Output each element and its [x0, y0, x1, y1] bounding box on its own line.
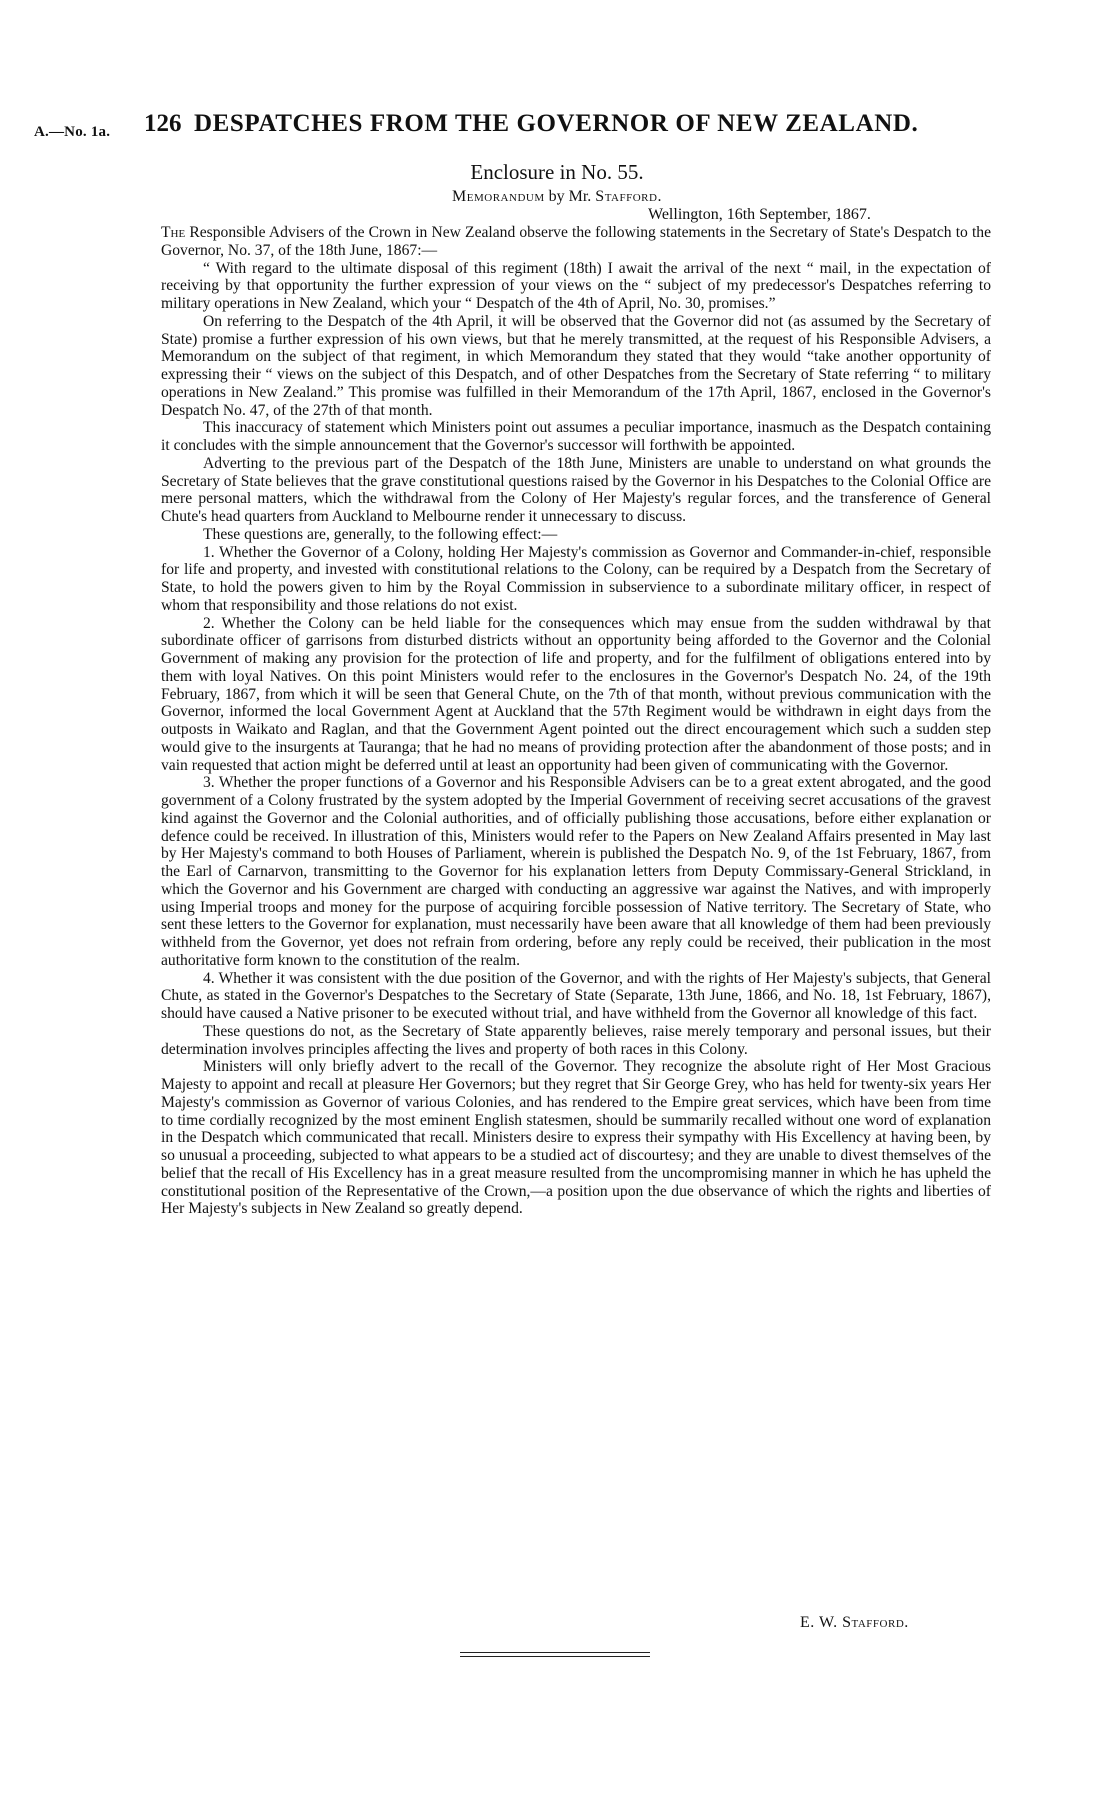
paragraph: Adverting to the previous part of the Despatch of the 18th June, Ministers are unable to understand on what grounds the Secretary of State believes that the grave constitutional questions raised by the Governor in his Despatches to the Colonial Office are mere personal matters, which the withdrawal from the Colony of Her Majesty's regular forces, and the transference of General Chute's head quarters from Auckland to Melbourne render it unnecessary to discuss.	[161, 454, 991, 525]
question-3: 3. Whether the proper functions of a Governor and his Responsible Advisers can be to a great extent abrogated, and the good government of a Colony frustrated by the system adopted by the Imperial Government of receiving secret accusations of the gravest kind against the Governor and the Colonial authorities, and of officially publishing those accusations, before either explanation or defence could be received. In illustration of this, Ministers would refer to the Papers on New Zealand Affairs presented in May last by Her Majesty's command to both Houses of Parliament, wherein is published the Despatch No. 9, of the 1st February, 1867, from the Earl of Carnarvon, transmitting to the Governor for his explanation letters from Deputy Commissary-General Strickland, in which the Governor and his Government are charged with conducting an aggressive war against the Natives, and with improperly using Imperial troops and money for the purpose of acquiring forcible possession of Native territory. The Secretary of State, who sent these letters to the Governor for explanation, must necessarily have been aware that all knowledge of them had been previously withheld from the Governor, yet does not refrain from ordering, before any reply could be received, their publication in the most authoritative form known to the constitution of the realm.	[161, 774, 991, 969]
paragraph: On referring to the Despatch of the 4th April, it will be observed that the Governor did not (as assumed by the Secretary of State) promise a further expression of his own views, but that he merely transmitted, at the request of his Responsible Advisers, a Memorandum on the subject of that regiment, in which Memorandum they stated that they would “take another opportunity of expressing their “ views on the subject of this Despatch, and of other Despatches from the Secretary of State referring “ to military operations in New Zealand.” This promise was fulfilled in their Memorandum of the 17th April, 1867, enclosed in the Governor's Despatch No. 47, of the 27th of that month.	[161, 312, 991, 419]
dateline: Wellington, 16th September, 1867.	[648, 206, 871, 223]
memorandum-heading	[0, 188, 1114, 206]
closing-rule	[460, 1652, 650, 1653]
paragraph: This inaccuracy of statement which Ministers point out assumes a peculiar importance, inasmuch as the Despatch containing it concludes with the simple announcement that the Governor's successor will forthwith be appointed.	[161, 419, 991, 454]
paragraph-text: Responsible Advisers of the Crown in New Zealand observe the following statements in the Secretary of State's Despatch to the Governor, No. 37, of the 18th June, 1867:—	[161, 224, 991, 259]
paragraph-quotation: “ With regard to the ultimate disposal of this regiment (18th) I await the arrival of the next “ mail, in the expectation of receiving by that opportunity the further expression of your views on the “ subject of my predecessor's Despatches referring to military operations in New Zealand, which your “ Despatch of the 4th of April, No. 30, promises.”	[161, 259, 991, 312]
memorandum-by: by Mr.	[548, 188, 592, 205]
paragraph: These questions are, generally, to the following effect:—	[203, 525, 558, 543]
page-number: 126	[144, 110, 182, 137]
page-header	[34, 110, 1074, 144]
question-1: 1. Whether the Governor of a Colony, holding Her Majesty's commission as Governor and Commander-in-chief, responsible for life and property, and invested with constitutional relations to the Colony, can be required by a Despatch from the Secretary of State, to hold the powers given to him by the Royal Commission in subservience to a subordinate military officer, in respect of whom that responsibility and those relations do not exist.	[161, 543, 991, 614]
memorandum-label: Memorandum	[452, 188, 545, 205]
closing-rule	[460, 1656, 650, 1657]
paragraph: These questions do not, as the Secretary of State apparently believes, raise merely temporary and personal issues, but their determination involves principles affecting the lives and property of both races in this Colony.	[161, 1022, 991, 1058]
paragraph	[161, 224, 991, 260]
lead-word: The	[161, 224, 186, 241]
document-reference: A.—No. 1a.	[34, 124, 111, 140]
page-title: DESPATCHES FROM THE GOVERNOR OF NEW ZEALAND.	[194, 110, 919, 137]
paragraph: Ministers will only briefly advert to the recall of the Governor. They recognize the absolute right of Her Most Gracious Majesty to appoint and recall at pleasure Her Governors; but they regret that Sir George Grey, who has held for twenty-six years Her Majesty's commission as Governor of various Colonies, and has rendered to the Empire great services, which have been from time to time cordially recognized by the most eminent English statesmen, should be summarily recalled without one word of explanation in the Despatch which communicated that recall. Ministers desire to express their sympathy with His Excellency at having been, by so unusual a proceeding, subjected to what appears to be a studied act of discourtesy; and they are unable to divest themselves of the belief that the recall of His Excellency has in a great measure resulted from the uncompromising manner in which he has upheld the constitutional position of the Representative of the Crown,—a position upon the due observance of which the rights and liberties of Her Majesty's subjects in New Zealand so greatly depend.	[161, 1058, 991, 1218]
memorandum-body	[161, 224, 991, 1218]
question-4: 4. Whether it was consistent with the due position of the Governor, and with the rights of Her Majesty's subjects, that General Chute, as stated in the Governor's Despatches to the Secretary of State (Separate, 13th June, 1866, and No. 18, 1st February, 1867), should have caused a Native prisoner to be executed without trial, and have withheld from the Governor all knowledge of this fact.	[161, 969, 991, 1022]
memorandum-author: Stafford.	[595, 188, 662, 205]
signature: E. W. Stafford.	[800, 1614, 909, 1631]
question-2: 2. Whether the Colony can be held liable for the consequences which may ensue from the sudden withdrawal by that subordinate officer of garrisons from disturbed districts without an opportunity being afforded to the Governor and the Colonial Government of making any provision for the protection of life and property, and for the fulfilment of obligations entered into by them with loyal Natives. On this point Ministers would refer to the enclosures in the Governor's Despatch No. 24, of the 19th February, 1867, from which it will be seen that General Chute, on the 7th of that month, without previous communication with the Governor, informed the local Government Agent at Auckland that the 57th Regiment would be withdrawn in eight days from the outposts in Waikato and Raglan, and that the Government Agent pointed out the direct encouragement which such a sudden step would give to the insurgents at Tauranga; that he had no means of providing protection after the abandonment of those posts; and in vain requested that action might be deferred until at least an opportunity had been given of communicating with the Governor.	[161, 614, 991, 774]
enclosure-heading: Enclosure in No. 55.	[470, 160, 644, 184]
